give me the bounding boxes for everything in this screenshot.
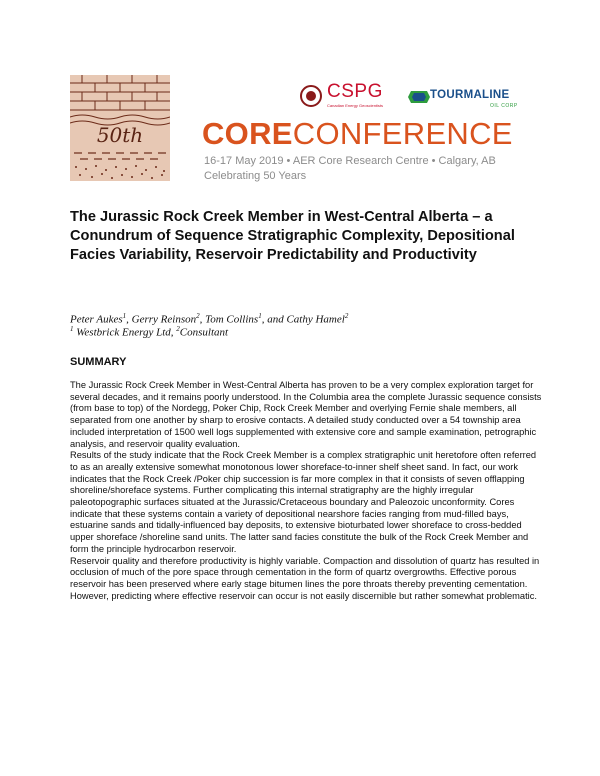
author-name: Peter Aukes — [70, 313, 123, 326]
affiliation-name: Consultant — [179, 326, 229, 339]
summary-heading: SUMMARY — [70, 356, 127, 368]
author-separator: , and — [261, 313, 287, 326]
tourmaline-name: TOURMALINE — [430, 89, 510, 101]
summary-paragraph: The Jurassic Rock Creek Member in West-Central Alberta has proven to be a very complex exploration target for several decades, and it remains poorly understood. In the Columbia area the complete Jurassic sequence consists (from base to top) of the Nordegg, Poker Chip, Rock Creek Member and overlying Fernie shale members, all separated from one another by sharp to erosive contacts. A detailed study conducted over a 54 township area included interpretation of 1500 well logs supplemented with extensive core and sample examination, petrographic analysis, and reservoir quality evaluation. — [70, 380, 542, 449]
author-affiliation-mark: 1 — [258, 312, 262, 320]
sponsor-logos — [300, 83, 540, 111]
author-separator: , — [199, 313, 206, 326]
author-affiliation-mark: 2 — [196, 312, 200, 320]
conference-title-conference: CONFERENCE — [292, 116, 513, 151]
affiliation-name: Westbrick Energy Ltd — [76, 326, 171, 339]
author-name: Cathy Hamel — [286, 313, 345, 326]
affiliation-mark: 2 — [176, 325, 180, 333]
tourmaline-sub: OIL CORP — [490, 103, 518, 109]
summary-paragraph: Reservoir quality and therefore productivity is highly variable. Compaction and dissolution of quartz has resulted in occlusion of much of the pore space through cementation in the form of quartz overgrowths. Effective porous reservoir has been preserved where early stage bitumen lines the pore throats thereby preventing cementation. However, predicting where effective reservoir can occur is not easily discernible but rather somewhat problematic. — [70, 555, 540, 601]
paper-title: The Jurassic Rock Creek Member in West-Central Alberta – a Conundrum of Sequence Stratigraphic Complexity, Depositional Facies Variability, Reservoir Predictability and Productivity — [70, 209, 515, 263]
conference-title-core: CORE — [202, 116, 293, 151]
cspg-logo — [300, 83, 400, 111]
author-affiliation-mark: 1 — [122, 312, 127, 320]
core-conference-logo — [70, 75, 170, 181]
summary-paragraph: Results of the study indicate that the Rock Creek Member is a complex stratigraphic unit heretofore often referred to as an areally extensive somewhat monotonous lower shoreface-to-inner shelf sheet sand. In fact, our work indicates that the Rock Creek /Poker chip succession is far more complex in that it consists of seven offlapping shoreline/shoreface systems. Further complicating this internal stratigraphy are the highly irregular paleotopographic surfaces situated at the Jurassic/Cretaceous boundary and Paleozoic unconformity. Cores indicate that these systems contain a variety of depositional nearshore facies ranging from mud-filled bays, estuarine sands and tidally-influenced bay deposits, to extensive bioturbated lower shoreface to cross-bedded upper shoreface /shoreline sand units. The latter sand facies constitute the bulk of the Rock Creek Member and form the principle hydrocarbon reservoir. — [70, 450, 537, 554]
conference-tagline: Celebrating 50 Years — [204, 170, 307, 182]
cspg-tagline: Canadian Energy Geoscientists — [327, 103, 384, 108]
author-affiliation-mark: 2 — [344, 312, 349, 320]
tourmaline-logo — [408, 87, 538, 111]
affiliation-separator: , — [170, 326, 177, 339]
summary-body — [70, 380, 542, 602]
author-separator: , — [126, 313, 132, 326]
conference-date-venue: 16-17 May 2019 • AER Core Research Centre • Calgary, AB — [204, 155, 496, 167]
conference-title — [202, 116, 513, 152]
strata-logo-graphic — [70, 75, 170, 181]
author-name: Tom Collins — [205, 313, 259, 326]
cspg-seal-icon — [300, 85, 322, 107]
logo-50th-text: 50th — [96, 123, 144, 147]
affiliation-list — [70, 323, 540, 340]
tourmaline-hexagon-icon — [408, 91, 430, 103]
cspg-name: CSPG — [327, 81, 383, 102]
affiliation-mark: 1 — [70, 325, 74, 333]
author-name: Gerry Reinson — [131, 313, 197, 326]
